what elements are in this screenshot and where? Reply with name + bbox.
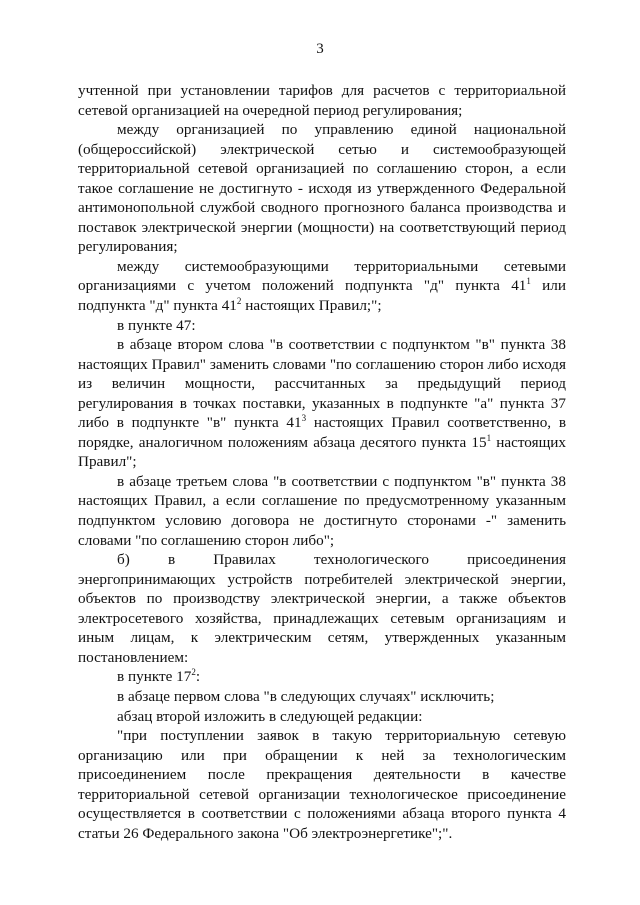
superscript: 1 (526, 276, 531, 287)
paragraph-national-network: между организацией по управлению единой национальной (общероссийской) электрической сетью и системообразующей территориальной сетевой организацией по соглашению сторон, а если такое соглашение не достигнуто - исходя из утвержденного Федеральной антимонопольной службой сводного прогнозного баланса производства и поставок электрической энергии (мощности) на соответствующий период регулирования; (78, 121, 566, 256)
superscript: 2 (236, 296, 242, 307)
paragraph-second-subparagraph (78, 335, 566, 472)
paragraph-point-47: в пункте 47: (117, 316, 196, 334)
text-run: : (195, 668, 201, 686)
superscript: 1 (486, 432, 492, 443)
text-run: настоящих Правил соответственно, в порядке, аналогичном положениям абзаца десятого пункта 15 (78, 414, 567, 451)
superscript: 2 (191, 667, 196, 678)
paragraph-rules-b: б) в Правилах технологического присоединения энергопринимающих устройств потребителей электрической энергии, объектов по производству электрической энергии, а также объектов электросетевого хозяйства, принадлежащих сетевым организациям и иным лицам, к электрическим сетям, утвержденных указанным постановлением: (78, 551, 566, 666)
paragraph-system-forming-organizations (78, 257, 566, 316)
text-run: между системообразующими территориальными сетевыми организациями с учетом положений подпункта "д" пункта 41 (78, 257, 566, 295)
paragraph-third-subparagraph: в абзаце третьем слова "в соответствии с подпунктом "в" пункта 38 настоящих Правил, а если соглашение по предусмотренному указанным подпунктом условию договора не достигнуто сторонами -" заменить словами "по соглашению сторон либо"; (78, 472, 566, 549)
paragraph-continuation: учтенной при установлении тарифов для расчетов с территориальной сетевой организацией на очередной период регулирования; (78, 82, 566, 119)
paragraph-second-new-edition: абзац второй изложить в следующей редакции: (117, 707, 423, 725)
paragraph-point-17-2 (78, 667, 566, 687)
page-number: 3 (316, 41, 324, 57)
text-run: в пункте 17 (117, 668, 192, 686)
text-run: настоящих Правил;"; (241, 297, 382, 315)
paragraph-quoted-text: "при поступлении заявок в такую территориальную сетевую организацию или при обращении к ней за технологическим присоединением после прекращения деятельности в качестве территориальной сетевой организации технологическое присоединение осуществляется в соответствии с положениями абзаца второго пункта 4 статьи 26 Федерального закона "Об электроэнергетике";". (78, 727, 566, 842)
superscript: 3 (301, 413, 307, 424)
text-run: настоящих Правил"; (78, 433, 566, 471)
text-run: или подпункта "д" пункта 41 (78, 277, 567, 315)
document-body (78, 81, 566, 843)
paragraph-first-subparagraph: в абзаце первом слова "в следующих случаях" исключить; (117, 687, 495, 705)
text-run: в абзаце втором слова "в соответствии с подпунктом "в" пункта 38 настоящих Правил" заменить словами "по соглашению сторон либо исходя из величин мощности, рассчитанных за предыдущий период регулирования в точках поставки, указанных в подпункте "а" пункта 37 либо в подпункте "в" пункта 41 (78, 336, 566, 432)
